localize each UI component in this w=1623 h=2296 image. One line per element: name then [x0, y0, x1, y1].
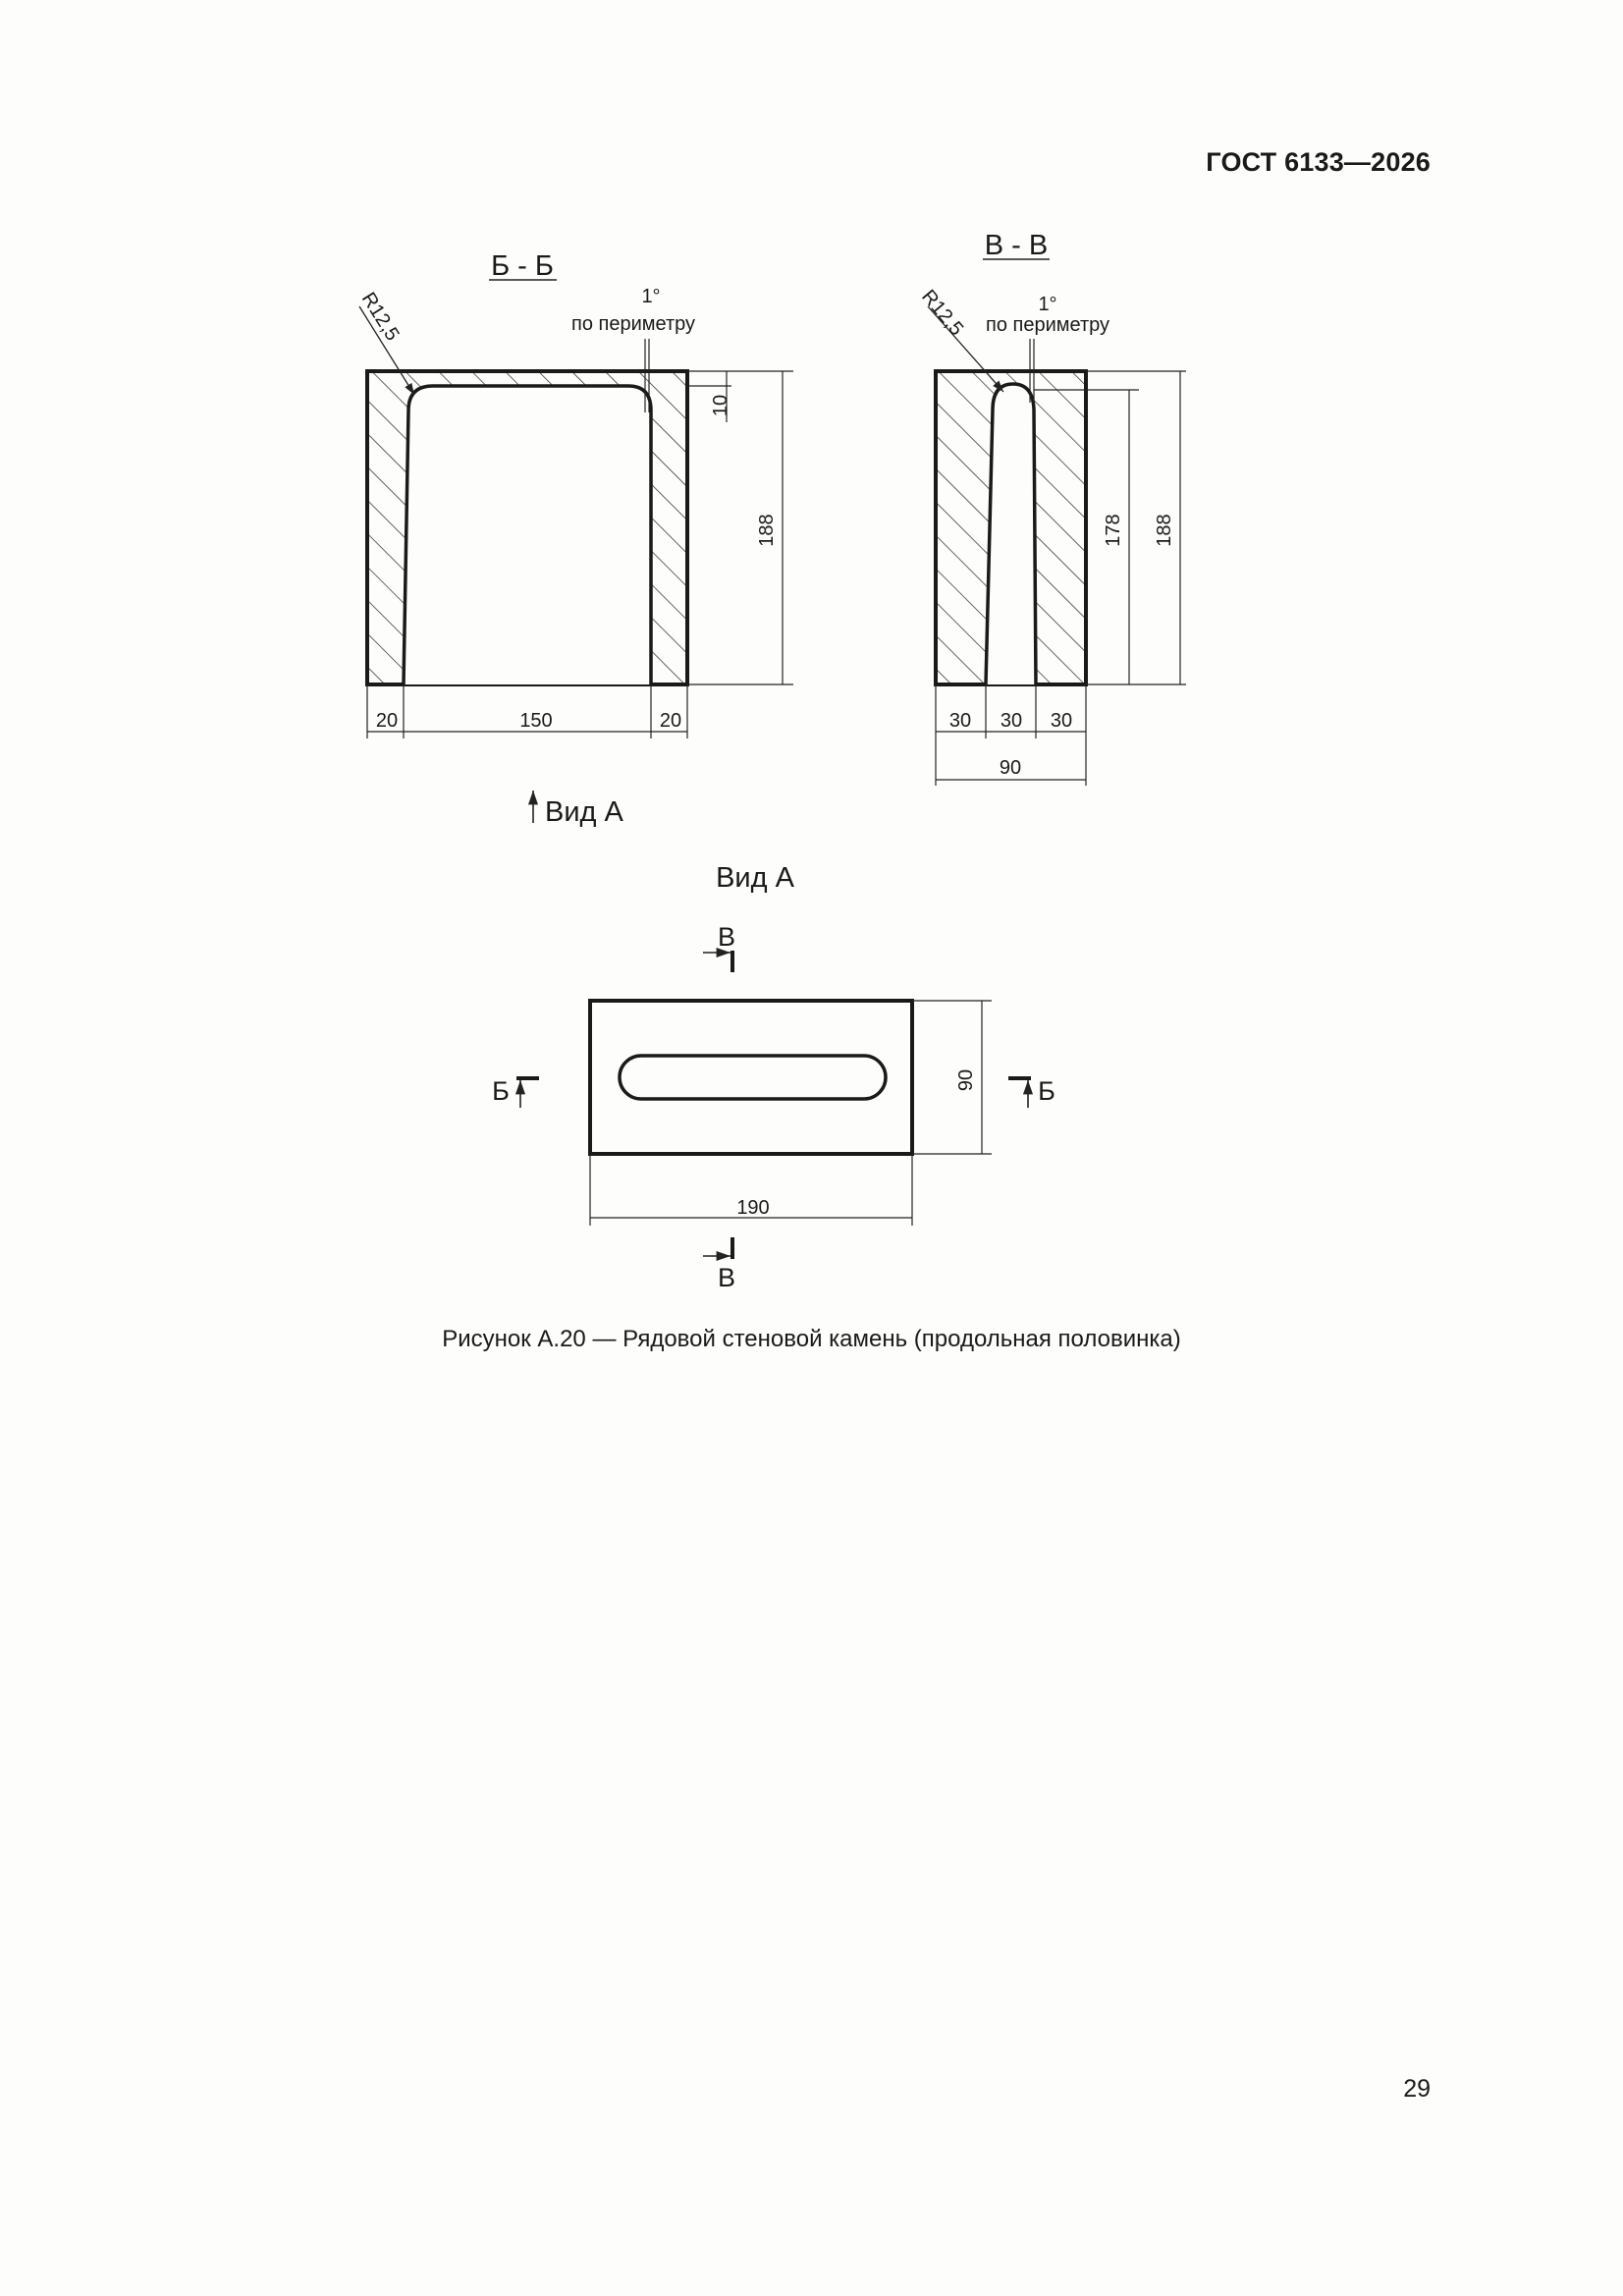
- document-code: ГОСТ 6133—2026: [1206, 147, 1431, 177]
- view-a-cut-b-left: Б: [492, 1076, 510, 1106]
- view-a-cut-b-right: Б: [1038, 1076, 1055, 1106]
- view-a-marker-label: Вид А: [545, 796, 623, 828]
- section-bb-cavity: [404, 386, 651, 684]
- view-a-dim-width: 90: [955, 1068, 977, 1092]
- section-vv: [917, 230, 1186, 786]
- section-vv-dim-right-wall: 30: [1050, 710, 1073, 732]
- section-vv-angle-note: по периметру: [985, 314, 1110, 336]
- section-bb-dim-height: 188: [756, 514, 778, 547]
- page-number: 29: [1403, 2075, 1431, 2103]
- section-bb-angle-value: 1°: [641, 286, 661, 307]
- section-bb-dim-top-wall: 10: [710, 394, 731, 417]
- view-a-title: Вид А: [716, 862, 794, 894]
- section-vv-dim-left-wall: 30: [948, 710, 972, 732]
- section-bb-dim-left-wall: 20: [375, 710, 399, 732]
- section-bb: [357, 250, 793, 828]
- view-a-cut-v-bottom: В: [717, 1263, 736, 1292]
- figure-caption: Рисунок А.20 — Рядовой стеновой камень (продольная половинка): [442, 1326, 1181, 1352]
- view-a: [492, 862, 1055, 1292]
- section-vv-title: В - В: [984, 230, 1049, 261]
- section-bb-title: Б - Б: [491, 250, 554, 282]
- section-bb-dim-right-wall: 20: [659, 710, 682, 732]
- view-a-cut-v-top: В: [717, 922, 736, 952]
- section-vv-dim-inner-height: 178: [1103, 514, 1124, 547]
- section-bb-angle-note: по периметру: [570, 313, 696, 335]
- section-bb-dim-cavity: 150: [519, 710, 553, 732]
- section-vv-dim-height: 188: [1154, 514, 1175, 547]
- section-vv-angle-value: 1°: [1038, 294, 1057, 315]
- section-bb-radius-label: R12,5: [356, 288, 404, 345]
- section-vv-radius-label: R12,5: [917, 286, 968, 341]
- view-a-dim-length: 190: [736, 1197, 770, 1219]
- view-a-outline: [590, 1001, 912, 1154]
- section-vv-slot: [986, 384, 1036, 684]
- section-vv-dim-slot: 30: [1000, 710, 1023, 732]
- view-a-slot: [620, 1056, 886, 1099]
- section-vv-dim-total-width: 90: [999, 757, 1022, 779]
